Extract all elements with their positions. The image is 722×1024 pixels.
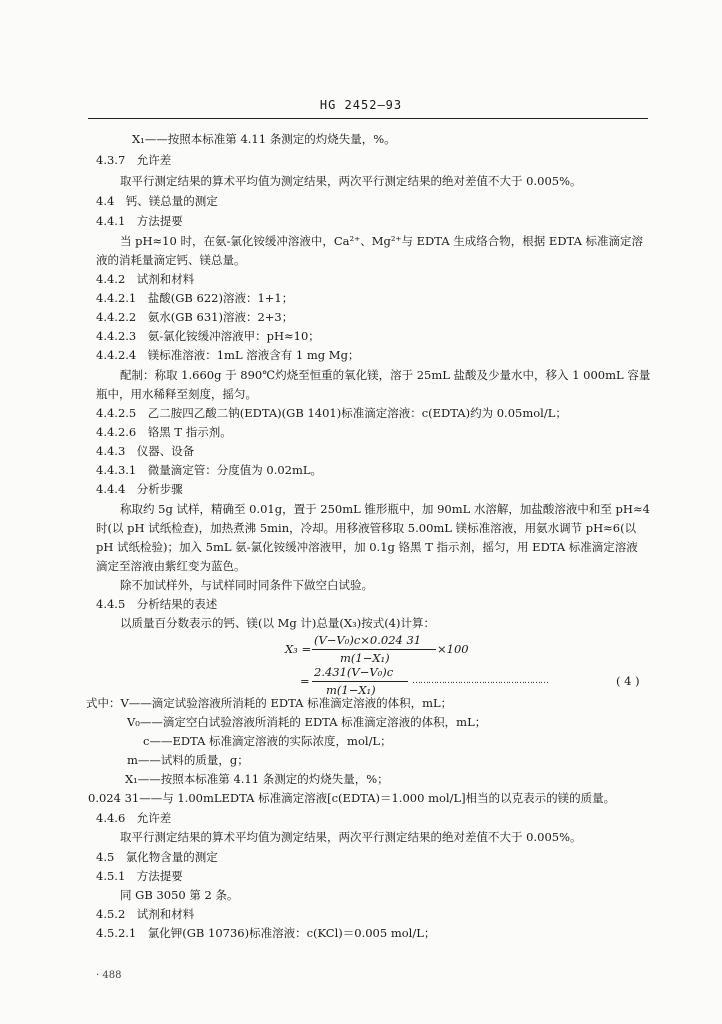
section-heading: 4.4.6 允许差 [96, 811, 172, 825]
section-heading: 4.4 钙、镁总量的测定 [96, 194, 218, 208]
list-item: 4.4.2.3 氨-氯化铵缓冲溶液甲：pH≈10； [96, 329, 320, 343]
text-line: 取平行测定结果的算术平均值为测定结果，两次平行测定结果的绝对差值不大于 0.005%。 [120, 174, 582, 188]
definition-line: c——EDTA 标准滴定溶液的实际浓度，mol/L； [143, 734, 392, 748]
text-line: 配制：称取 1.660g 于 890℃灼烧至恒重的氧化镁，溶于 25mL 盐酸及少量水中，移入 1 000mL 容量 [120, 368, 651, 382]
fraction-bar-2 [312, 681, 408, 682]
definition-line: V₀——滴定空白试验溶液所消耗的 EDTA 标准滴定溶液的体积，mL； [127, 715, 487, 729]
list-item: 4.4.2.2 氨水(GB 631)溶液：2+3； [96, 310, 294, 324]
section-heading: 4.4.5 分析结果的表述 [96, 597, 218, 611]
section-heading: 4.5 氯化物含量的测定 [96, 850, 218, 864]
page-number: · 488 [96, 970, 122, 981]
text-line: pH 试纸检验)；加入 5mL 氨-氯化铵缓冲溶液甲，加 0.1g 铬黑 T 指示剂，摇匀，用 EDTA 标准滴定溶液 [96, 540, 638, 554]
formula-leader-dots: …………………………………………… [412, 676, 548, 686]
formula-numerator-2: 2.431(V−V₀)c [314, 665, 394, 679]
section-heading: 4.5.1 方法提要 [96, 869, 183, 883]
text-line: 同 GB 3050 第 2 条。 [120, 888, 239, 902]
list-item: 4.4.2.4 镁标准溶液：1mL 溶液含有 1 mg Mg； [96, 348, 360, 362]
formula-denominator-1: m(1−X₁) [340, 651, 390, 665]
page-header: HG 2452—93 [319, 98, 403, 112]
definition-line: 式中：V——滴定试验溶液所消耗的 EDTA 标准滴定溶液的体积，mL； [86, 696, 453, 710]
text-line: 除不加试样外，与试样同时同条件下做空白试验。 [120, 578, 373, 592]
text-line: X₁——按照本标准第 4.11 条测定的灼烧失量，%。 [132, 132, 396, 146]
text-line: 瓶中，用水稀释至刻度，摇匀。 [96, 387, 257, 401]
section-heading: 4.4.2 试剂和材料 [96, 272, 195, 286]
equation-number: ( 4 ) [616, 674, 640, 688]
formula-eq2: = [300, 674, 310, 688]
definition-line: X₁——按照本标准第 4.11 条测定的灼烧失量，%； [125, 772, 389, 786]
text-line: 时(以 pH 试纸检查)，加热煮沸 5min，冷却。用移液管移取 5.00mL 镁标准溶液，用氨水调节 pH≈6(以 [96, 521, 637, 535]
text-line: 以质量百分数表示的钙、镁(以 Mg 计)总量(X₃)按式(4)计算： [120, 616, 435, 630]
text-line: 滴定至溶液由紫红变为蓝色。 [96, 559, 246, 573]
text-line: 称取约 5g 试样，精确至 0.01g，置于 250mL 锥形瓶中，加 90mL 水溶解，加盐酸溶液中和至 pH≈4 [120, 502, 650, 516]
text-line: 液的消耗量滴定钙、镁总量。 [96, 253, 246, 267]
list-item: 4.4.2.6 铬黑 T 指示剂。 [96, 425, 232, 439]
section-heading: 4.4.1 方法提要 [96, 214, 183, 228]
formula-lhs: X₃ = [285, 642, 312, 656]
list-item: 4.4.2.1 盐酸(GB 622)溶液：1+1； [96, 291, 294, 305]
formula-numerator-1: (V−V₀)c×0.024 31 [314, 633, 422, 647]
formula-times: ×100 [437, 642, 469, 656]
definition-line: 0.024 31——与 1.00mLEDTA 标准滴定溶液[c(EDTA)＝1.000 mol/L]相当的以克表示的镁的质量。 [88, 791, 616, 805]
list-item: 4.5.2.1 氯化钾(GB 10736)标准溶液：c(KCl)＝0.005 mol/L； [96, 926, 436, 940]
section-heading: 4.3.7 允许差 [96, 153, 172, 167]
section-heading: 4.5.2 试剂和材料 [96, 907, 195, 921]
section-heading: 4.4.3 仪器、设备 [96, 444, 195, 458]
list-item: 4.4.3.1 微量滴定管：分度值为 0.02mL。 [96, 463, 323, 477]
header-rule [88, 118, 648, 119]
definition-line: m——试料的质量，g； [127, 753, 249, 767]
text-line: 取平行测定结果的算术平均值为测定结果，两次平行测定结果的绝对差值不大于 0.005%。 [120, 830, 582, 844]
fraction-bar-1 [312, 649, 436, 650]
section-heading: 4.4.4 分析步骤 [96, 482, 183, 496]
formula-denominator-2: m(1−X₁) [326, 683, 376, 697]
text-line: 当 pH≈10 时，在氨-氯化铵缓冲溶液中，Ca²⁺、Mg²⁺与 EDTA 生成络合物，根据 EDTA 标准滴定溶 [120, 234, 644, 248]
list-item: 4.4.2.5 乙二胺四乙酸二钠(EDTA)(GB 1401)标准滴定溶液：c(EDTA)约为 0.05mol/L； [96, 406, 567, 420]
